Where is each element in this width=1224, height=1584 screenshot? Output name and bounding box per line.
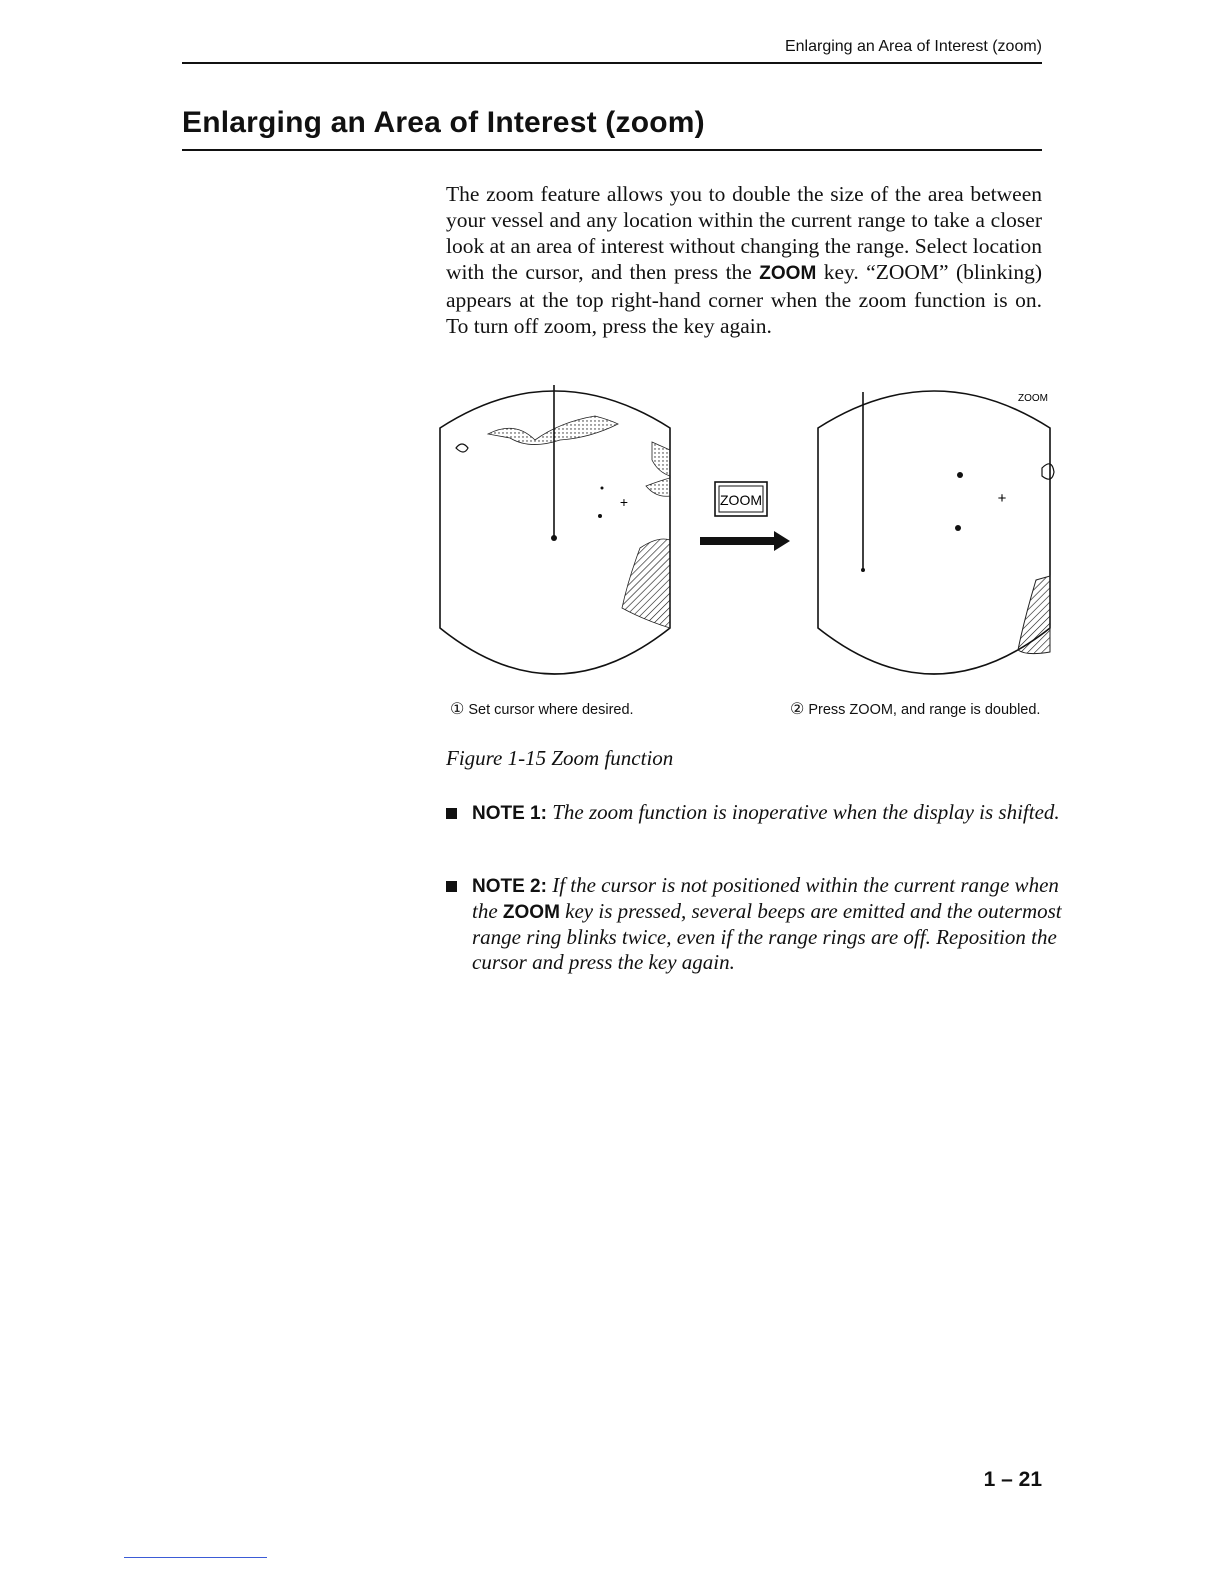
section-title: Enlarging an Area of Interest (zoom) <box>182 106 705 139</box>
zoom-indicator: ZOOM <box>1018 393 1048 404</box>
step-number: ① <box>450 701 465 718</box>
bullet-square-icon <box>446 881 457 892</box>
arrow-right-icon <box>700 531 790 551</box>
step-text: Set cursor where desired. <box>468 702 634 718</box>
figure-title: Figure 1-15 Zoom function <box>446 746 674 770</box>
cursor-marker: + <box>997 490 1007 507</box>
caption-step-1 <box>450 699 634 719</box>
title-rule <box>182 149 1042 151</box>
own-ship-marker <box>551 535 557 541</box>
bottom-rule <box>124 1557 267 1558</box>
zoom-key-name: ZOOM <box>502 902 560 923</box>
step-text: Press ZOOM, and range is doubled. <box>808 702 1041 718</box>
zoom-figure <box>430 380 1060 692</box>
cursor-marker: + <box>619 494 629 510</box>
page-number: 1 – 21 <box>983 1468 1042 1491</box>
intro-text-a: The zoom feature allows you to double the size of the area between your vessel and any location within the current range to take a closer look at an area of interest without changing the range. Select location with the cursor, and then press the <box>446 182 1042 284</box>
note-text: The zoom function is inoperative when the display is shifted. <box>552 800 1060 824</box>
radar-screen-before <box>440 385 670 674</box>
target-echo <box>957 472 963 478</box>
target-echo <box>598 514 602 518</box>
bullet-square-icon <box>446 808 457 819</box>
target-echo <box>955 525 961 531</box>
caption-step-2 <box>790 699 1040 719</box>
own-ship-marker <box>861 568 865 572</box>
note-2 <box>446 873 1072 975</box>
intro-text-b: key. “ZOOM” (blinking) appears at the top right-hand corner when the zoom function is on. To turn off zoom, press the key again. <box>446 260 1042 338</box>
note-text: If the cursor is not positioned within the current range when the <box>472 873 1059 923</box>
target-echo <box>601 487 604 490</box>
header-rule <box>182 62 1042 64</box>
note-label: NOTE 1: <box>472 803 547 824</box>
note-text: key is pressed, several beeps are emitted and the outermost range ring blinks twice, even if the range rings are off. Reposition the cursor and press the key again. <box>472 899 1062 974</box>
note-label: NOTE 2: <box>472 876 547 897</box>
radar-screen-after <box>818 391 1054 674</box>
running-header: Enlarging an Area of Interest (zoom) <box>784 38 1042 55</box>
intro-paragraph <box>446 181 1042 339</box>
zoom-key-name: ZOOM <box>759 263 817 284</box>
step-number: ② <box>790 701 805 718</box>
note-1 <box>446 800 1072 826</box>
zoom-key-illustration[interactable] <box>715 482 767 516</box>
zoom-key-label: ZOOM <box>720 492 762 508</box>
